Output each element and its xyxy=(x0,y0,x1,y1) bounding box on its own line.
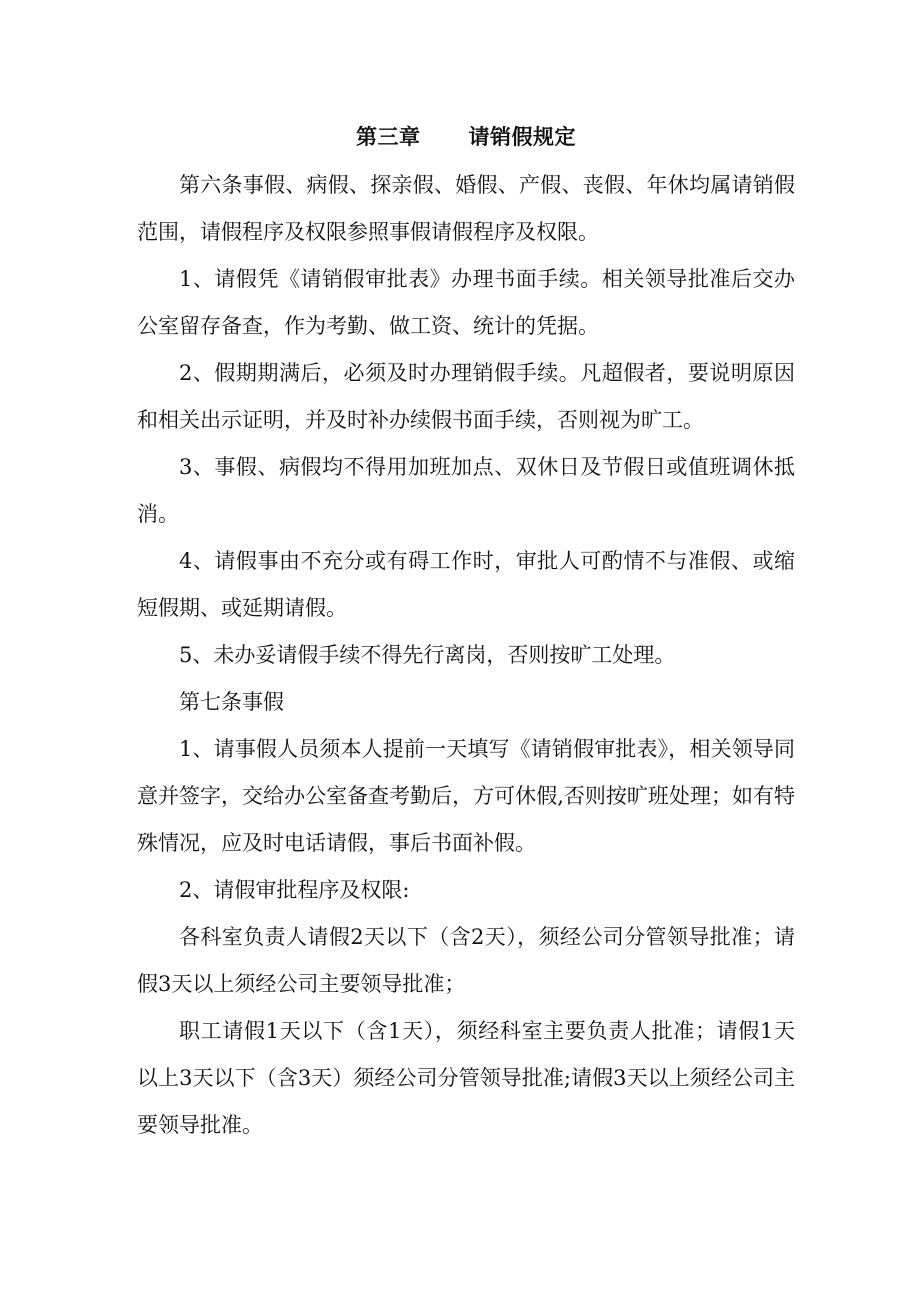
chapter-heading xyxy=(137,112,795,162)
article-7-heading: 第七条事假 xyxy=(179,690,284,714)
article-6-paragraph: 第六条事假、病假、探亲假、婚假、产假、丧假、年休均属请销假范围，请假程序及权限参照事假请假程序及权限。 xyxy=(137,173,795,244)
rule-5-paragraph: 5、未办妥请假手续不得先行离岗，否则按旷工处理。 xyxy=(179,643,676,667)
rule-3-paragraph: 3、事假、病假均不得用加班加点、双休日及节假日或值班调休抵消。 xyxy=(137,455,795,526)
chapter-title: 请销假规定 xyxy=(468,125,576,149)
document-page xyxy=(137,112,795,1149)
personal-leave-rule-2: 2、请假审批程序及权限: xyxy=(179,878,410,902)
chapter-number: 第三章 xyxy=(356,125,421,149)
department-head-approval: 各科室负责人请假2天以下（含2天），须经公司分管领导批准；请假3天以上须经公司主要领导批准； xyxy=(137,925,795,996)
staff-approval: 职工请假1天以下（含1天），须经科室主要负责人批准；请假1天以上3天以下（含3天）须经公司分管领导批准;请假3天以上须经公司主要领导批准。 xyxy=(137,1019,795,1137)
rule-2-paragraph: 2、假期期满后，必须及时办理销假手续。凡超假者，要说明原因和相关出示证明，并及时补办续假书面手续，否则视为旷工。 xyxy=(137,361,795,432)
personal-leave-rule-1: 1、请事假人员须本人提前一天填写《请销假审批表》，相关领导同意并签字，交给办公室备查考勤后，方可休假,否则按旷班处理；如有特殊情况，应及时电话请假，事后书面补假。 xyxy=(137,737,795,855)
rule-4-paragraph: 4、请假事由不充分或有碍工作时，审批人可酌情不与准假、或缩短假期、或延期请假。 xyxy=(137,549,795,620)
rule-1-paragraph: 1、请假凭《请销假审批表》办理书面手续。相关领导批准后交办公室留存备查，作为考勤、做工资、统计的凭据。 xyxy=(137,267,795,338)
